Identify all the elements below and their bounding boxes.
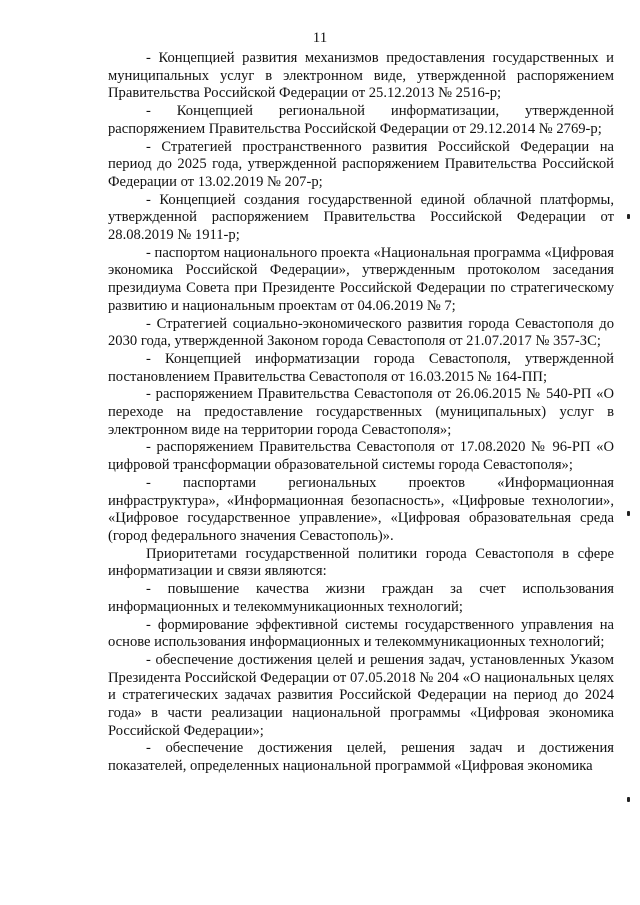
- list-item: - паспортами региональных проектов «Информационная инфраструктура», «Информационная безопасность», «Цифровые технологии», «Цифровое государственное управление», «Цифровая образовательная среда (город федерального значения Севастополь)».: [108, 474, 614, 544]
- list-item: - Концепцией информатизации города Севастополя, утвержденной постановлением Правительства Севастополя от 16.03.2015 № 164-ПП;: [108, 350, 614, 385]
- list-item: - Концепцией создания государственной единой облачной платформы, утвержденной распоряжением Правительства Российской Федерации от 28.08.2019 № 1911-р;: [108, 191, 614, 244]
- scan-mark: [627, 511, 630, 516]
- list-item: - формирование эффективной системы государственного управления на основе использования информационных и телекоммуникационных технологий;: [108, 616, 614, 651]
- list-item: - Концепцией региональной информатизации, утвержденной распоряжением Правительства Российской Федерации от 29.12.2014 № 2769-р;: [108, 103, 614, 137]
- scan-mark: [627, 214, 630, 219]
- list-item: - обеспечение достижения целей и решения задач, установленных Указом Президента Российской Федерации от 07.05.2018 № 204 «О национальных целях и стратегических задачах развития Российской Федерации на период до 2024 года» в части реализации национальной программы «Цифровая экономика Российской Федерации»;: [108, 651, 614, 739]
- list-item: - Стратегией пространственного развития Российской Федерации на период до 2025 года, утвержденной распоряжением Правительства Российской Федерации от 13.02.2019 № 207-р;: [108, 138, 614, 190]
- list-item: - обеспечение достижения целей, решения задач и достижения показателей, определенных национальной программой «Цифровая экономика: [108, 740, 614, 775]
- list-item: - Стратегией социально-экономического развития города Севастополя до 2030 года, утвержденной Законом города Севастополя от 21.07.2017 № 357-ЗС;: [108, 315, 614, 350]
- page-number: 11: [312, 30, 328, 46]
- document-body: [108, 50, 614, 776]
- list-item: - паспортом национального проекта «Национальная программа «Цифровая экономика Российской Федерации», утвержденным протоколом заседания президиума Совета при Президенте Российской Федерации по стратегическому развитию и национальным проектам от 04.06.2019 № 7;: [108, 244, 614, 314]
- list-item: - повышение качества жизни граждан за счет использования информационных и телекоммуникационных технологий;: [108, 581, 614, 615]
- body-paragraph: Приоритетами государственной политики города Севастополя в сфере информатизации и связи являются:: [108, 545, 614, 580]
- list-item: - Концепцией развития механизмов предоставления государственных и муниципальных услуг в электронном виде, утвержденной распоряжением Правительства Российской Федерации от 25.12.2013 № 2516-р;: [108, 50, 614, 102]
- list-item: - распоряжением Правительства Севастополя от 17.08.2020 № 96-РП «О цифровой трансформации образовательной системы города Севастополя»;: [108, 439, 614, 474]
- scan-mark: [627, 797, 630, 802]
- list-item: - распоряжением Правительства Севастополя от 26.06.2015 № 540-РП «О переходе на предоставление государственных (муниципальных) услуг в электронном виде на территории города Севастополя»;: [108, 386, 614, 438]
